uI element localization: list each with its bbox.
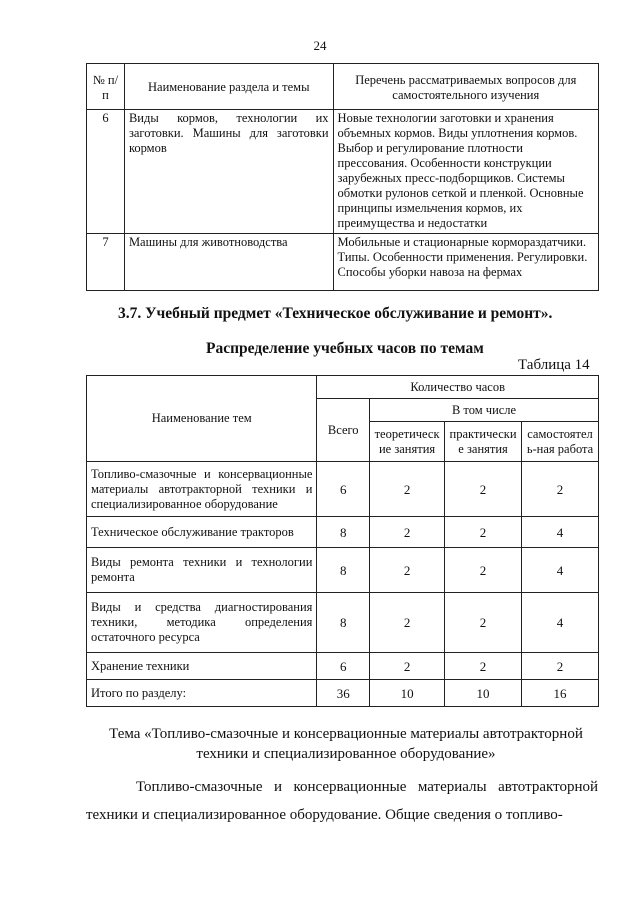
row-section-name: Виды кормов, технологии их заготовки. Машины для заготовки кормов [124,110,333,234]
table-total-row [87,680,599,707]
table-row [87,653,599,680]
hours-total: 8 [317,517,370,548]
hours-practice: 2 [445,593,522,653]
hours-self-work: 4 [522,593,599,653]
table-row [87,593,599,653]
table-row [87,462,599,517]
hours-self-work: 16 [522,680,599,707]
table-label: Таблица 14 [518,357,590,373]
hours-self-work: 2 [522,462,599,517]
hours-theory: 2 [370,653,445,680]
hours-total: 8 [317,593,370,653]
self-study-table [86,63,599,291]
table-header-row [87,376,599,399]
table-row [87,548,599,593]
distribution-title: Распределение учебных часов по темам [206,340,484,357]
topic-name: Виды ремонта техники и технологии ремонта [87,548,317,593]
hours-practice: 2 [445,653,522,680]
topic-heading: Тема «Топливо-смазочные и консервационные материалы автотракторной техники и специализированное оборудование» [109,726,583,762]
hours-theory: 2 [370,593,445,653]
table-row [87,517,599,548]
col-header-questions: Перечень рассматриваемых вопросов для самостоятельного изучения [333,64,598,110]
table-row [87,110,599,234]
body-paragraph: Топливо-смазочные и консервационные материалы автотракторной техники и специализированное оборудование. Общие сведения о топливо- [86,779,598,823]
section-title: 3.7. Учебный предмет «Техническое обслуживание и ремонт». [118,305,553,322]
hours-theory: 2 [370,462,445,517]
col-header-theory: теоретическ ие занятия [370,422,445,462]
hours-theory: 2 [370,517,445,548]
hours-practice: 2 [445,548,522,593]
row-section-name: Машины для животноводства [124,234,333,291]
hours-self-work: 4 [522,517,599,548]
hours-total: 6 [317,462,370,517]
table-header-row [87,64,599,110]
hours-self-work: 4 [522,548,599,593]
hours-table [86,375,599,707]
col-header-practice: практически е занятия [445,422,522,462]
hours-total: 6 [317,653,370,680]
hours-theory: 10 [370,680,445,707]
col-header-number: № п/п [87,64,125,110]
topic-name: Топливо-смазочные и консервационные материалы автотракторной техники и специализированное оборудование [87,462,317,517]
row-number: 6 [87,110,125,234]
page-number: 24 [313,38,327,53]
col-header-total: Всего [317,399,370,462]
row-questions: Новые технологии заготовки и хранения объемных кормов. Виды уплотнения кормов. Выбор и регулирование плотности прессования. Особенности конструкции зарубежных пресс-подборщиков. Системы обмотки рулонов сеткой и пленкой. Основные принципы измельчения кормов, их преимущества и недостатки [333,110,598,234]
row-questions: Мобильные и стационарные кормораздатчики. Типы. Особенности применения. Регулировки. Способы уборки навоза на фермах [333,234,598,291]
topic-name: Итого по разделу: [87,680,317,707]
hours-self-work: 2 [522,653,599,680]
col-header-hours: Количество часов [317,376,599,399]
hours-total: 36 [317,680,370,707]
col-header-self-work: самостоятел ь-ная работа [522,422,599,462]
table-row [87,234,599,291]
col-header-topic-name: Наименование тем [87,376,317,462]
topic-name: Хранение техники [87,653,317,680]
hours-practice: 2 [445,462,522,517]
hours-theory: 2 [370,548,445,593]
topic-name: Техническое обслуживание тракторов [87,517,317,548]
hours-practice: 10 [445,680,522,707]
col-header-section-name: Наименование раздела и темы [124,64,333,110]
row-number: 7 [87,234,125,291]
hours-total: 8 [317,548,370,593]
hours-practice: 2 [445,517,522,548]
topic-name: Виды и средства диагностирования техники, методика определения остаточного ресурса [87,593,317,653]
col-header-including: В том числе [370,399,599,422]
